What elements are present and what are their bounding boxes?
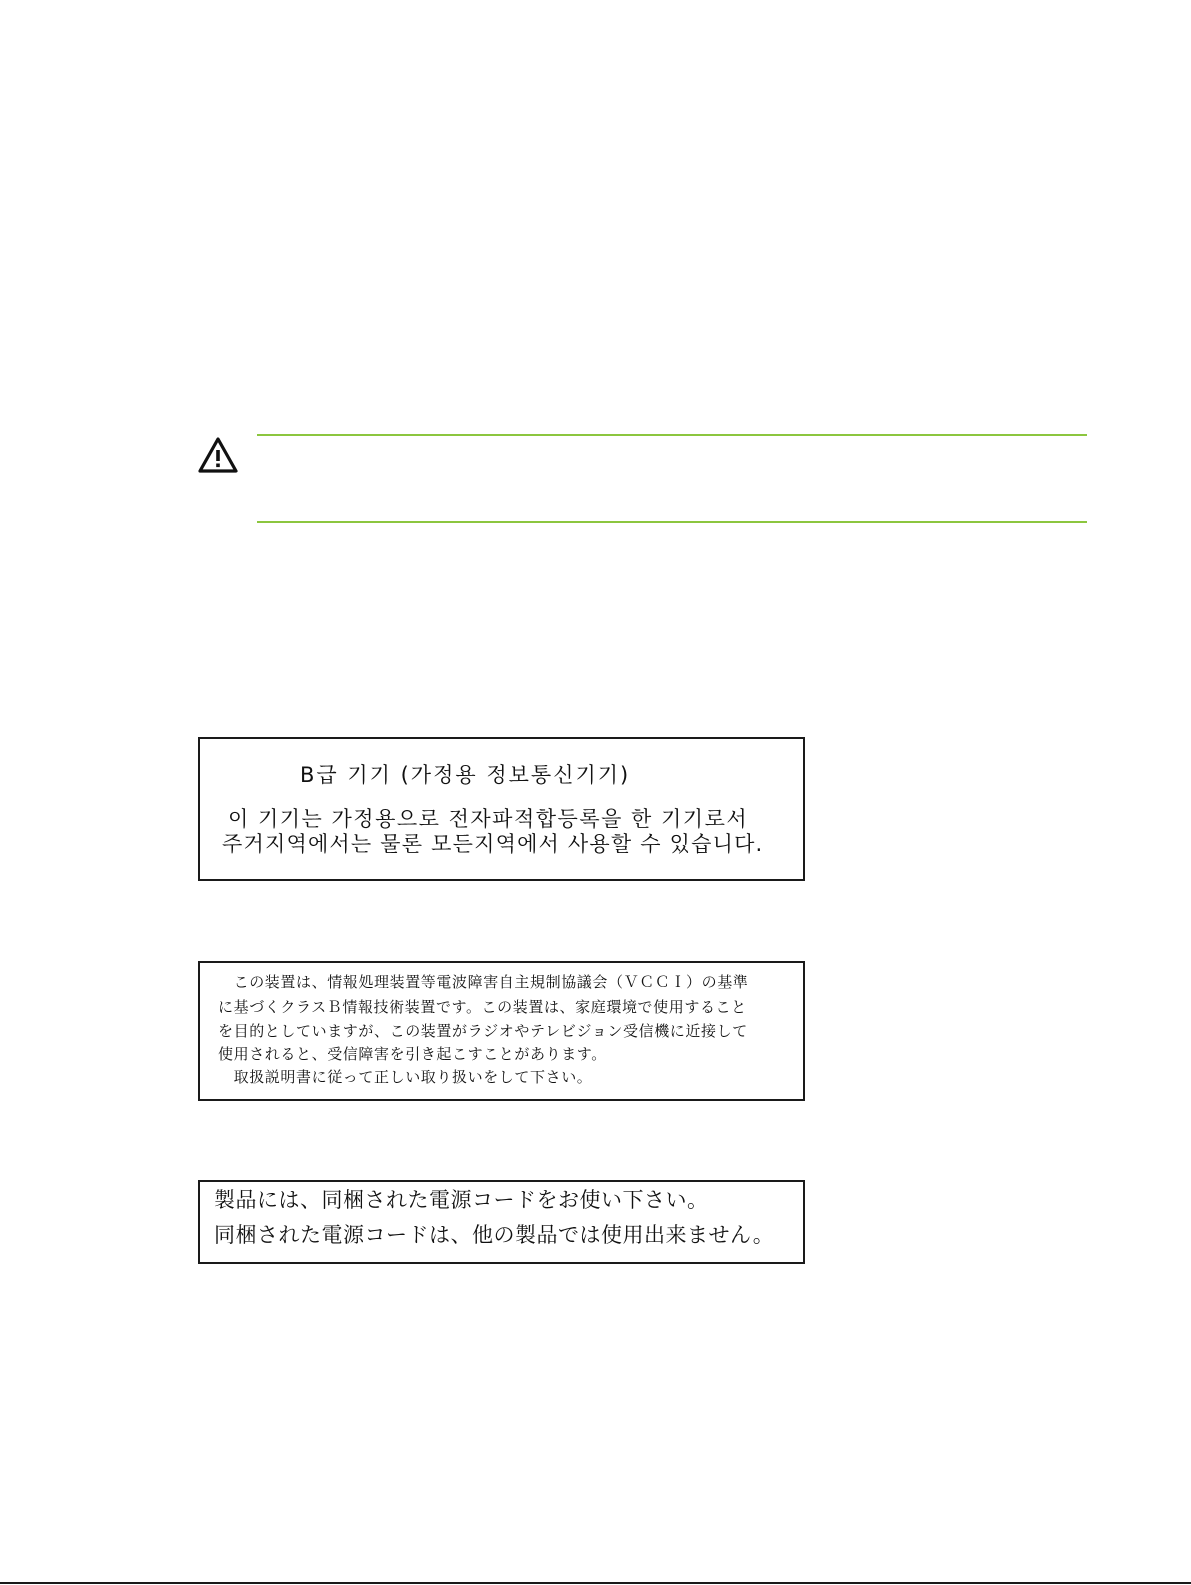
- vcci-notice-line-3: を目的としていますが、この装置がラジオやテレビジョン受信機に近接して: [218, 1022, 748, 1040]
- korean-notice-line-1: 이 기기는 가정용으로 전자파적합등록을 한 기기로서: [228, 807, 749, 831]
- vcci-notice-line-2: に基づくクラスＢ情報技術装置です。この装置は、家庭環境で使用すること: [218, 998, 747, 1016]
- power-cord-notice-line-1: 製品には、同梱された電源コードをお使い下さい。: [214, 1188, 709, 1212]
- footer-rule: [0, 1582, 1191, 1584]
- korean-notice-title: B급 기기 (가정용 정보통신기기): [300, 763, 631, 787]
- power-cord-notice-line-2: 同梱された電源コードは、他の製品では使用出来ません。: [214, 1223, 775, 1247]
- caution-bottom-rule: [257, 521, 1087, 523]
- warning-triangle-icon: [197, 436, 239, 474]
- vcci-notice-line-4: 使用されると、受信障害を引き起こすことがあります。: [218, 1045, 607, 1063]
- korean-notice-line-2: 주거지역에서는 물론 모든지역에서 사용할 수 있습니다.: [222, 832, 764, 856]
- power-cord-notice: [198, 1180, 805, 1264]
- korean-class-b-notice: [198, 737, 805, 881]
- vcci-notice: [198, 961, 805, 1101]
- caution-top-rule: [257, 434, 1087, 436]
- vcci-notice-line-5: 取扱説明書に従って正しい取り扱いをして下さい。: [218, 1068, 593, 1086]
- vcci-notice-line-1: この装置は、情報処理装置等電波障害自主規制協議会（ＶＣＣＩ）の基準: [218, 973, 749, 991]
